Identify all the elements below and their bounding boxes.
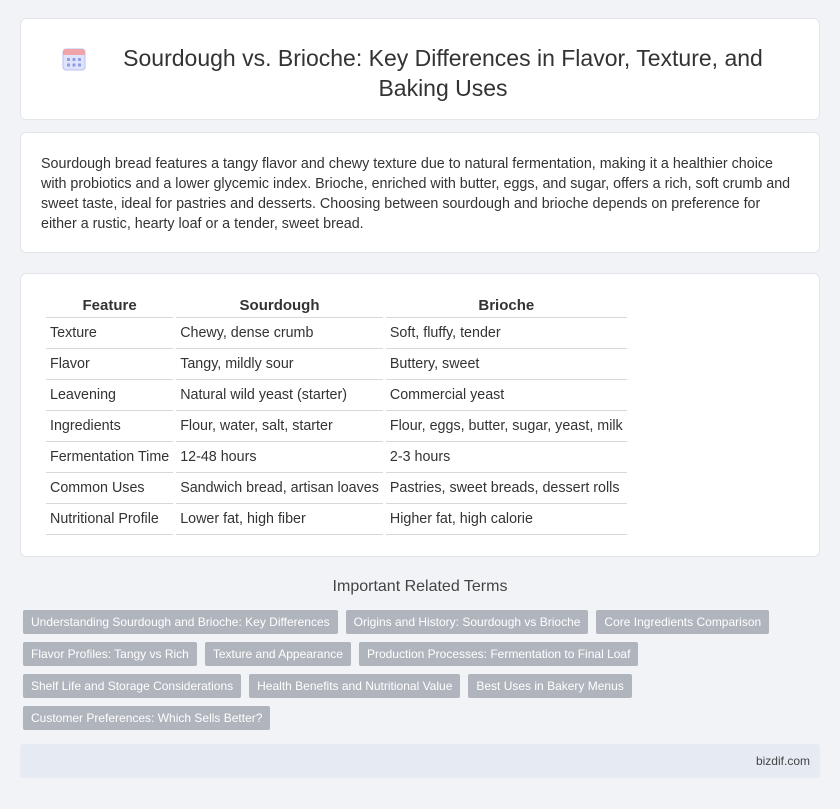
table-cell: Higher fat, high calorie — [386, 504, 627, 535]
table-row — [46, 504, 627, 535]
header-inner — [21, 43, 819, 103]
related-tag[interactable]: Customer Preferences: Which Sells Better? — [23, 706, 270, 730]
table-cell: Chewy, dense crumb — [176, 318, 383, 349]
column-header-brioche: Brioche — [386, 294, 627, 318]
table-cell: 2-3 hours — [386, 442, 627, 473]
summary-card — [20, 132, 820, 253]
table-cell: Commercial yeast — [386, 380, 627, 411]
table-cell: Leavening — [46, 380, 173, 411]
page-title: Sourdough vs. Brioche: Key Differences in Flavor, Texture, and Baking Uses — [123, 45, 763, 101]
footer — [20, 744, 820, 778]
header-card — [20, 18, 820, 120]
calendar-icon — [61, 46, 87, 72]
table-cell: Lower fat, high fiber — [176, 504, 383, 535]
table-cell: Flavor — [46, 349, 173, 380]
table-cell: Texture — [46, 318, 173, 349]
table-cell: Flour, water, salt, starter — [176, 411, 383, 442]
column-header-sourdough: Sourdough — [176, 294, 383, 318]
related-tag[interactable]: Flavor Profiles: Tangy vs Rich — [23, 642, 197, 666]
table-row — [46, 349, 627, 380]
related-terms-title: Important Related Terms — [332, 578, 508, 595]
table-cell: Pastries, sweet breads, dessert rolls — [386, 473, 627, 504]
table-row — [46, 411, 627, 442]
table-row — [46, 473, 627, 504]
table-row — [46, 442, 627, 473]
table-row — [46, 318, 627, 349]
table-cell: Natural wild yeast (starter) — [176, 380, 383, 411]
related-tag[interactable]: Origins and History: Sourdough vs Brioche — [346, 610, 589, 634]
column-header-feature: Feature — [46, 294, 173, 318]
related-tag[interactable]: Best Uses in Bakery Menus — [468, 674, 631, 698]
related-tag[interactable]: Health Benefits and Nutritional Value — [249, 674, 460, 698]
table-cell: Buttery, sweet — [386, 349, 627, 380]
table-cell: Common Uses — [46, 473, 173, 504]
related-tag[interactable]: Shelf Life and Storage Considerations — [23, 674, 241, 698]
table-cell: 12-48 hours — [176, 442, 383, 473]
table-cell: Fermentation Time — [46, 442, 173, 473]
table-cell: Tangy, mildly sour — [176, 349, 383, 380]
comparison-table — [43, 294, 630, 535]
footer-brand[interactable]: bizdif.com — [755, 754, 810, 768]
summary-text: Sourdough bread features a tangy flavor and chewy texture due to natural fermentation, making it a healthier choice with probiotics and a lower glycemic index. Brioche, enriched with butter, eggs, and sugar, offers a rich, soft crumb and sweet taste, ideal for pastries and desserts. Choosing between sourdough and brioche depends on preference for either a rustic, hearty loaf or a tender, sweet bread. — [41, 156, 791, 232]
related-tags — [23, 610, 823, 730]
table-header-row — [46, 294, 627, 318]
related-tag[interactable]: Understanding Sourdough and Brioche: Key Differences — [23, 610, 338, 634]
table-cell: Sandwich bread, artisan loaves — [176, 473, 383, 504]
table-card — [20, 273, 820, 557]
table-cell: Ingredients — [46, 411, 173, 442]
related-tag[interactable]: Core Ingredients Comparison — [596, 610, 769, 634]
related-tag[interactable]: Texture and Appearance — [205, 642, 351, 666]
table-cell: Nutritional Profile — [46, 504, 173, 535]
table-cell: Soft, fluffy, tender — [386, 318, 627, 349]
table-cell: Flour, eggs, butter, sugar, yeast, milk — [386, 411, 627, 442]
related-tag[interactable]: Production Processes: Fermentation to Final Loaf — [359, 642, 638, 666]
table-row — [46, 380, 627, 411]
